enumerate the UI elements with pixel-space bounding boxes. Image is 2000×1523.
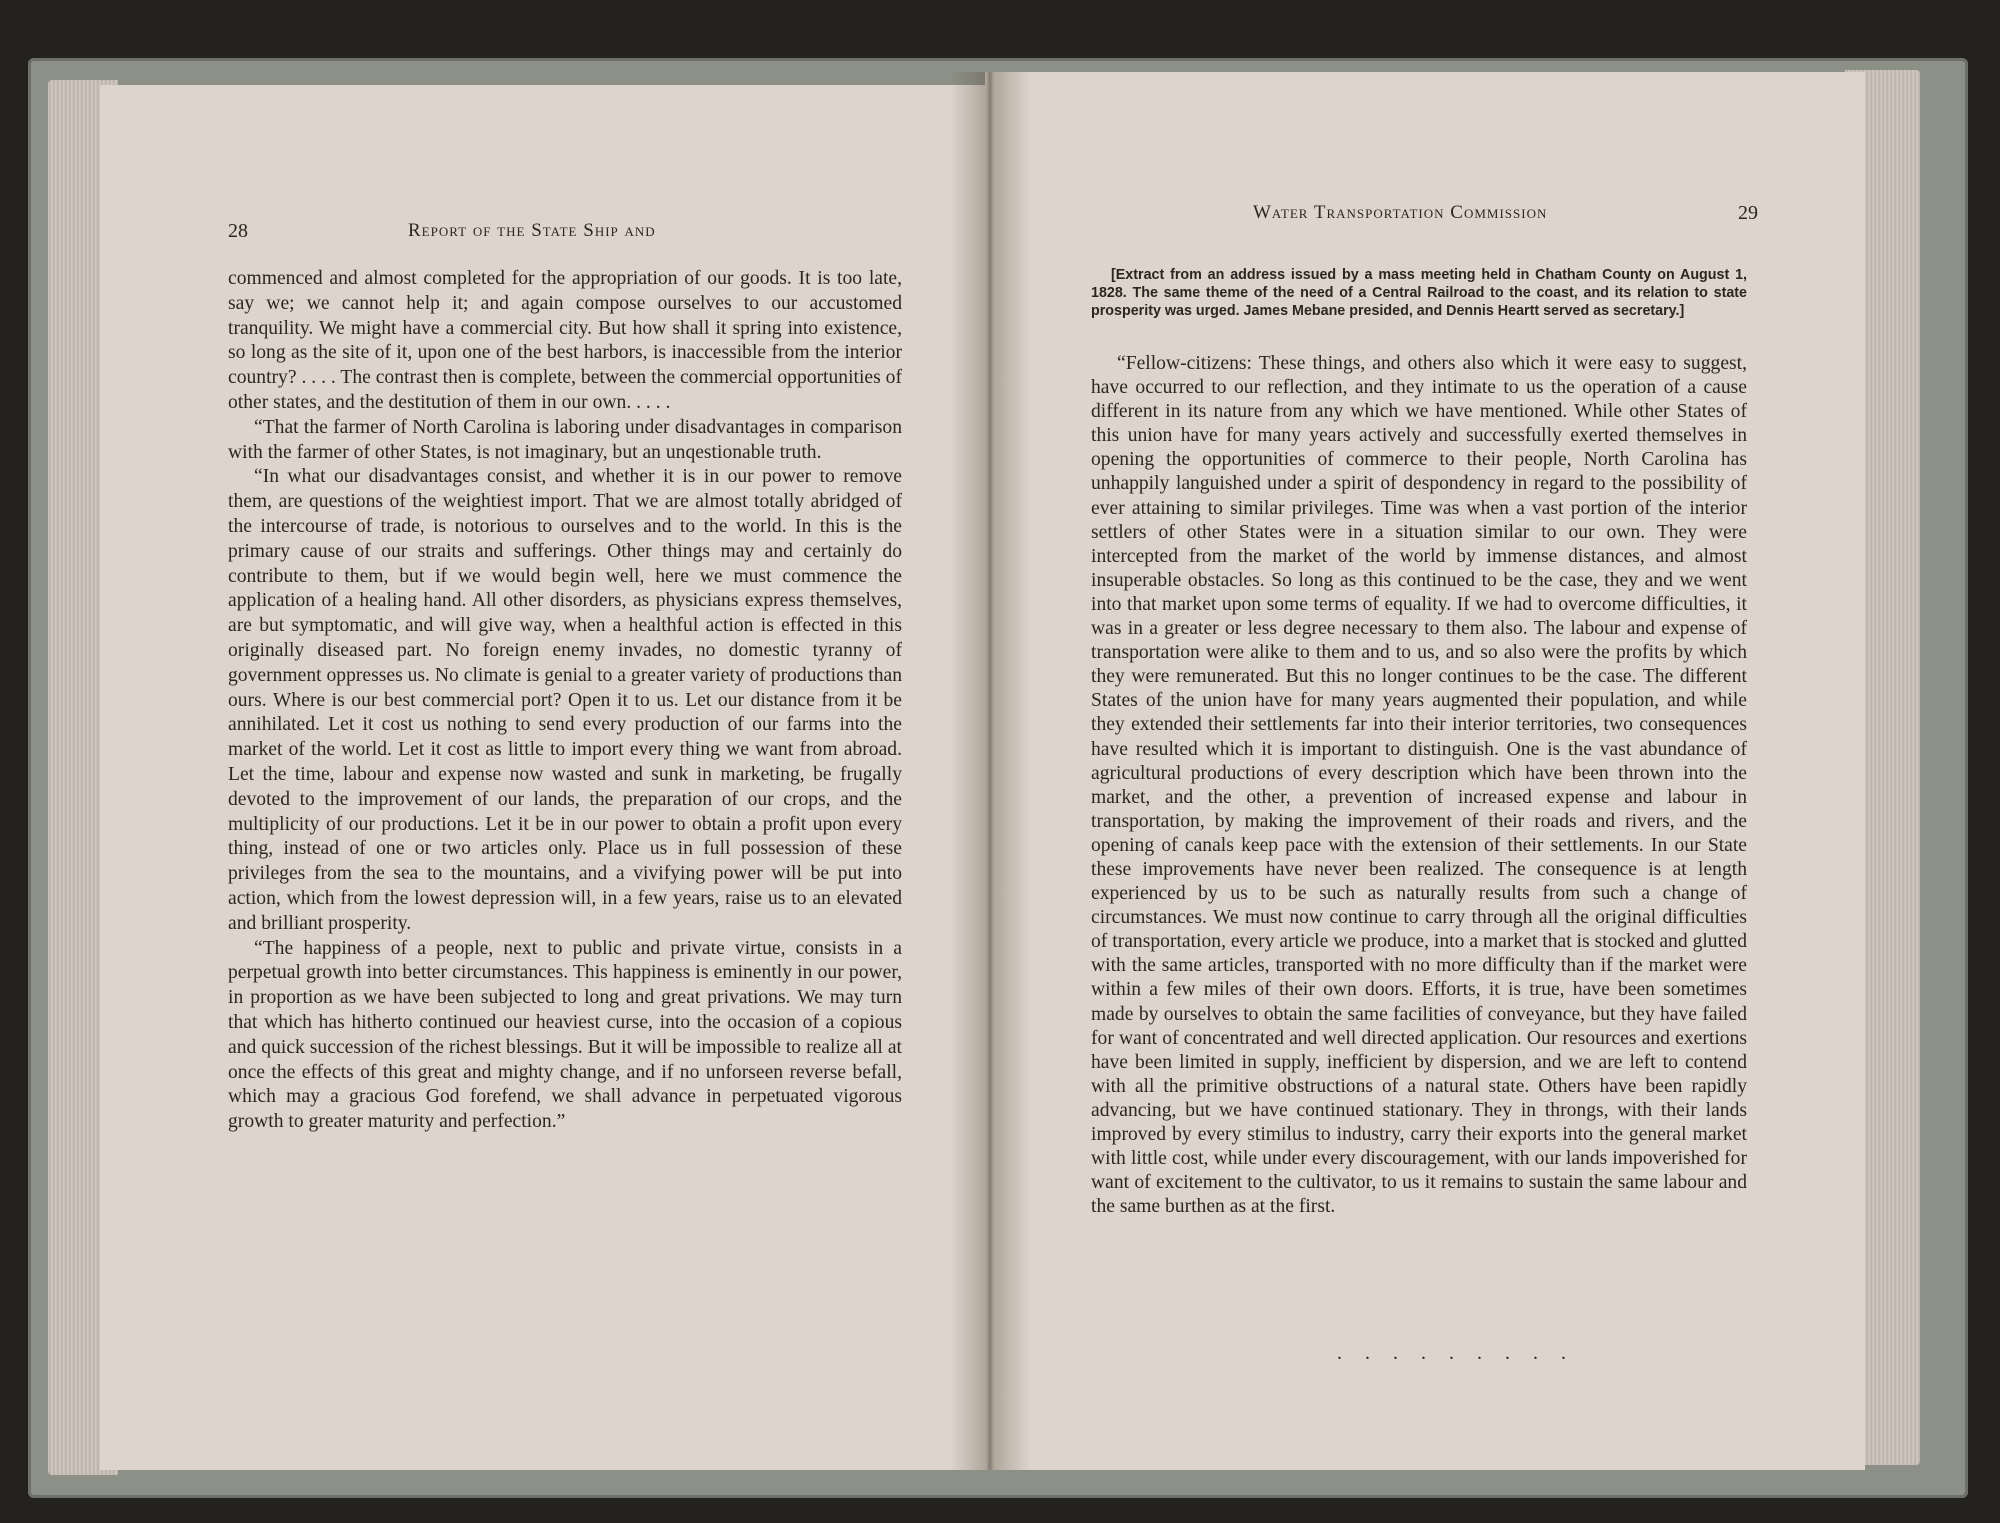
- ellipsis: . . . . . . . . .: [1337, 1342, 1575, 1364]
- page-number: 28: [228, 220, 248, 242]
- running-head: Report of the State Ship and: [408, 220, 656, 241]
- running-head: Water Transportation Commission: [1253, 202, 1548, 223]
- book-gutter: [950, 72, 1030, 1470]
- paragraph: “The happiness of a people, next to public and private virtue, consists in a perpetual growth into better circumstances. This happiness is eminently in our power, in proportion as we have been subjected to long and great privations. We may turn that which has hitherto continued our heaviest curse, into the occasion of a copious and quick succession of the richest blessings. But it will be impossible to realize all at once the effects of this great and mighty change, and if no unforseen reverse befall, which may a gracious God forefend, we shall advance in perpetuated vigorous growth to greater maturity and perfection.”: [228, 937, 902, 1133]
- body-text: [1091, 352, 1747, 1219]
- paragraph: “Fellow-citizens: These things, and others also which it were easy to suggest, have occurred to our reflection, and they intimate to us the operation of a cause different in its nature from any which we have mentioned. While other States of this union have for many years actively and successfully exerted themselves in opening the opportunities of commerce to their people, North Carolina has unhappily languished under a spirit of despondency in regard to the possibility of ever attaining to similar privileges. Time was when a vast portion of the interior settlers of other States were in a situation similar to our own. They were intercepted from the market of the world by immense distances, and almost insuperable obstacles. So long as this continued to be the case, they and we went into that market upon some terms of equality. If we had to overcome difficulties, it was in a greater or less degree necessary to them also. The labour and expense of transportation were alike to them and to us, and so also were the profits by which they were remunerated. But this no longer continues to be the case. The different States of the union have for many years augmented their population, and while they extended their settlements far into their interior territories, two consequences have resulted which it is important to distinguish. One is the vast abundance of agricultural productions of every description which have been thrown into the market, and the other, a prevention of increased expense and labour in transportation, by making the improvement of their roads and rivers, and the opening of canals keep pace with the extension of their settlements. In our State these improvements have never been realized. The consequence is at length experienced by us to be such as naturally results from such a change of circumstances. We must now continue to carry through all the original difficulties of transportation, every article we produce, into a market that is stocked and glutted with the same articles, transported with no more difficulty than if the market were within a few miles of their own doors. Efforts, it is true, have been sometimes made by ourselves to obtain the same facilities of conveyance, but they have failed for want of concentrated and well directed application. Our resources and exertions have been limited in supply, inefficient by dispersion, and we are left to contend with all the primitive obstructions of a natural state. Others have been rapidly advancing, but we have continued stationary. They in throngs, with their lands improved by every stimilus to industry, carry their exports into the general market with little cost, while under every discouragement, with our lands impoverished for want of excitement to the cultivator, to us it remains to sustain the same labour and the same burthen as at the first.: [1091, 353, 1747, 1218]
- paragraph: “In what our disadvantages consist, and whether it is in our power to remove them, are questions of the weightiest import. That we are almost totally abridged of the intercourse of trade, is notorious to ourselves and to the world. In this is the primary cause of our straits and sufferings. Other things may and certainly do contribute to them, but if we would begin well, here we must commence the application of a healing hand. All other disorders, as physicians express themselves, are but symptomatic, and will give way, when a healthful action is effected in this originally diseased part. No foreign enemy invades, no domestic tyranny of government oppresses us. No climate is genial to a greater variety of productions than ours. Where is our best commercial port? Open it to us. Let our distance from it be annihilated. Let it cost us nothing to send every production of our farms into the market of the world. Let it cost as little to import every thing we want from abroad. Let the time, labour and expense now wasted and sunk in marketing, be frugally devoted to the improvement of our lands, the preparation of our crops, and the multiplicity of our productions. Let it be in our power to obtain a profit upon every thing, instead of one or two articles only. Place us in full possession of these privileges from the sea to the mountains, and a vivifying power will be put into action, which from the lowest depression will, in a few years, raise us to an elevated and brilliant prosperity.: [228, 466, 902, 934]
- paragraph: commenced and almost completed for the appropriation of our goods. It is too late, say we; we cannot help it; and again compose ourselves to our accustomed tranquility. We might have a commercial city. But how shall it spring into existence, so long as the site of it, upon one of the best harbors, is inaccessible from the interior country? . . . . The contrast then is complete, between the commercial opportunities of other states, and the destitution of them in our own. . . . .: [228, 268, 902, 413]
- body-text: [228, 267, 902, 1135]
- paragraph: “That the farmer of North Carolina is laboring under disadvantages in comparison with the farmer of other States, is not imaginary, but an unqestionable truth.: [228, 416, 902, 463]
- left-page: [100, 85, 990, 1470]
- right-page: [985, 72, 1865, 1470]
- editorial-note: [Extract from an address issued by a mass meeting held in Chatham County on August 1, 1828. The same theme of the need of a Central Railroad to the coast, and its relation to state prosperity was urged. James Mebane presided, and Dennis Heartt served as secretary.]: [1091, 267, 1747, 319]
- page-number: 29: [1738, 202, 1758, 224]
